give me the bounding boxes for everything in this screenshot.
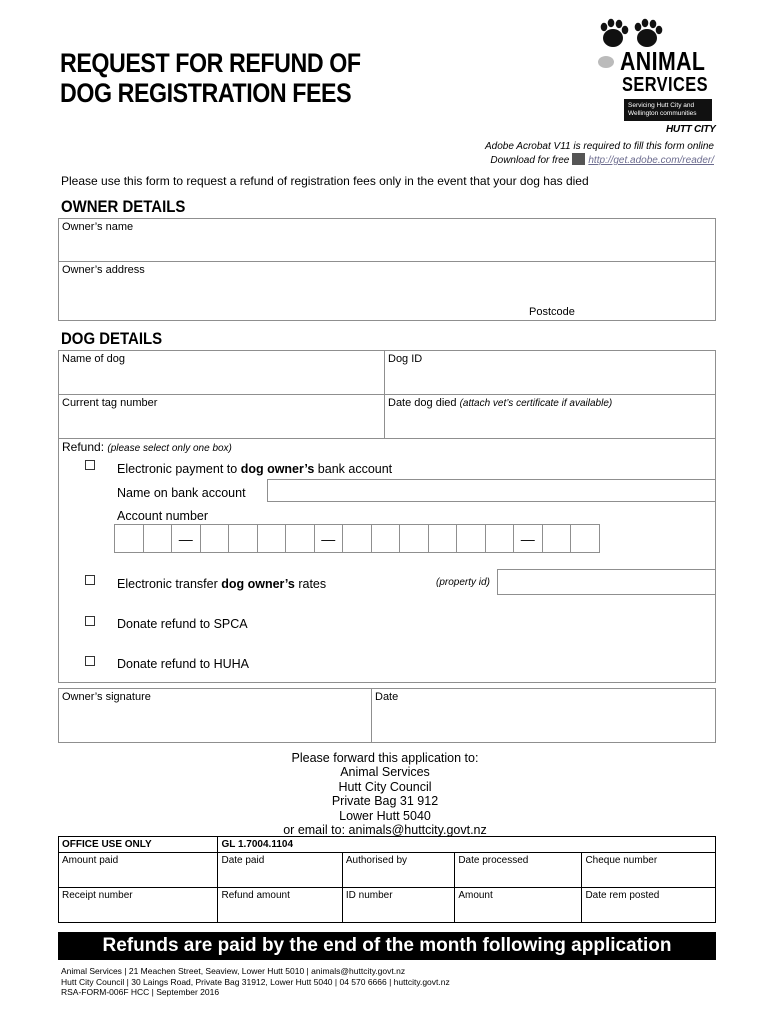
forward-line: Please forward this application to:: [291, 751, 479, 765]
account-digit-cell[interactable]: [485, 524, 515, 553]
acrobat-download: [490, 153, 714, 166]
postcode-field[interactable]: [580, 303, 714, 320]
account-digit-cell[interactable]: [428, 524, 458, 553]
adobe-reader-link[interactable]: http://get.adobe.com/reader/: [588, 155, 714, 166]
signature-date-label: Date: [375, 691, 399, 703]
account-number-label: Account number: [117, 509, 209, 523]
form-title-line-2: DOG REGISTRATION FEES: [60, 78, 352, 108]
account-digit-cell[interactable]: [399, 524, 429, 553]
property-id-field[interactable]: [497, 569, 716, 595]
account-digit-cell[interactable]: [371, 524, 401, 553]
account-digit-cell[interactable]: [542, 524, 572, 553]
form-title-line-1: REQUEST FOR REFUND OF: [60, 48, 361, 78]
office-cell: Date paid: [218, 853, 342, 888]
gl-code: GL 1.7004.1104: [218, 837, 716, 853]
divider: [58, 394, 716, 395]
account-digit-cell[interactable]: [570, 524, 600, 553]
bank-name-label: Name on bank account: [117, 486, 246, 500]
bank-name-field[interactable]: [267, 479, 716, 502]
rates-transfer-option: [117, 577, 326, 591]
forward-line: Hutt City Council: [338, 779, 432, 794]
account-digit-cell[interactable]: [257, 524, 287, 553]
form-title: [60, 48, 361, 108]
refund-note: (please select only one box): [107, 443, 232, 454]
tag-number-label: Current tag number: [62, 397, 158, 409]
dog-name-field[interactable]: [59, 368, 383, 393]
divider: [58, 261, 716, 262]
property-id-label: (property id): [436, 577, 490, 588]
spca-option: Donate refund to SPCA: [117, 617, 248, 631]
download-label: Download for free: [490, 155, 570, 166]
account-separator: —: [171, 524, 201, 553]
footer-line: Hutt City Council | 30 Laings Road, Private Bag 31912, Lower Hutt 5040 | 04 570 6666 | huttcity.govt.nz: [61, 976, 450, 987]
bank-payment-checkbox[interactable]: [85, 460, 95, 470]
option-text-bold: dog owner’s: [221, 577, 295, 591]
divider: [58, 438, 716, 439]
dog-id-label: Dog ID: [388, 353, 423, 365]
owner-name-field[interactable]: [59, 236, 715, 260]
dog-name-label: Name of dog: [62, 353, 125, 365]
office-cell: Date processed: [455, 853, 582, 888]
office-use-table: [58, 836, 716, 923]
pdf-icon: [572, 153, 585, 165]
refund-timing-banner: Refunds are paid by the end of the month following application: [58, 932, 716, 960]
logo-tagline: Servicing Hutt City and Wellington communities: [624, 99, 712, 121]
account-digit-cell[interactable]: [285, 524, 315, 553]
huha-checkbox[interactable]: [85, 656, 95, 666]
date-died-note: (attach vet’s certificate if available): [459, 398, 613, 409]
office-use-heading: OFFICE USE ONLY: [59, 837, 218, 853]
forward-address: [200, 751, 570, 837]
option-text: Electronic transfer: [117, 577, 218, 591]
option-text: Electronic payment to: [117, 462, 238, 476]
owner-name-label: Owner’s name: [62, 221, 134, 233]
date-died-field[interactable]: [385, 412, 715, 437]
council-logo: HUTT CITY: [666, 124, 716, 135]
owner-signature-field[interactable]: [59, 706, 370, 742]
acrobat-requirement: Adobe Acrobat V11 is required to fill this form online: [484, 141, 714, 152]
forward-line: or email to: animals@huttcity.govt.nz: [283, 823, 487, 838]
tag-number-field[interactable]: [59, 412, 383, 437]
huha-option: Donate refund to HUHA: [117, 657, 250, 671]
option-text-bold: dog owner’s: [240, 462, 315, 476]
owner-details-heading: OWNER DETAILS: [61, 197, 186, 216]
account-separator: —: [513, 524, 543, 553]
account-digit-cell[interactable]: [114, 524, 144, 553]
spca-checkbox[interactable]: [85, 616, 95, 626]
account-digit-cell[interactable]: [228, 524, 258, 553]
account-digit-cell[interactable]: [200, 524, 230, 553]
logo-name-line-1: ANIMAL: [620, 46, 706, 76]
logo-name-line-2: SERVICES: [622, 74, 708, 96]
office-cell: Amount paid: [59, 853, 218, 888]
forward-line: Animal Services: [340, 765, 430, 780]
owner-address-field[interactable]: [59, 279, 715, 303]
owner-address-label: Owner’s address: [62, 264, 145, 276]
office-cell: Receipt number: [59, 888, 218, 923]
office-cell: Amount: [455, 888, 582, 923]
account-digit-cell[interactable]: [342, 524, 372, 553]
option-text: bank account: [317, 462, 393, 476]
dog-details-heading: DOG DETAILS: [61, 329, 163, 348]
office-cell: Cheque number: [582, 853, 716, 888]
owner-signature-label: Owner’s signature: [62, 691, 151, 703]
signature-date-field[interactable]: [372, 706, 715, 742]
intro-text: Please use this form to request a refund of registration fees only in the event that your dog has died: [61, 174, 589, 188]
date-died-text: Date dog died: [388, 397, 457, 409]
account-separator: —: [314, 524, 344, 553]
bank-payment-option: [117, 462, 392, 476]
rates-transfer-checkbox[interactable]: [85, 575, 95, 585]
footer: [61, 966, 450, 998]
office-cell: Refund amount: [218, 888, 342, 923]
account-digit-cell[interactable]: [143, 524, 173, 553]
footer-line: Animal Services | 21 Meachen Street, Seaview, Lower Hutt 5010 | animals@huttcity.govt.nz: [61, 966, 406, 976]
refund-label: [62, 440, 232, 454]
option-text: rates: [298, 577, 327, 591]
forward-line: Private Bag 31 912: [331, 794, 439, 809]
account-number-field[interactable]: [114, 524, 644, 553]
postcode-label: Postcode: [529, 306, 575, 318]
account-digit-cell[interactable]: [456, 524, 486, 553]
forward-line: Lower Hutt 5040: [339, 808, 431, 823]
office-cell: Authorised by: [342, 853, 454, 888]
refund-label-text: Refund:: [62, 440, 105, 454]
footer-line: RSA-FORM-006F HCC | September 2016: [61, 987, 220, 997]
office-cell: Date rem posted: [582, 888, 716, 923]
date-died-label: [388, 397, 612, 409]
dog-id-field[interactable]: [385, 368, 715, 393]
office-cell: ID number: [342, 888, 454, 923]
